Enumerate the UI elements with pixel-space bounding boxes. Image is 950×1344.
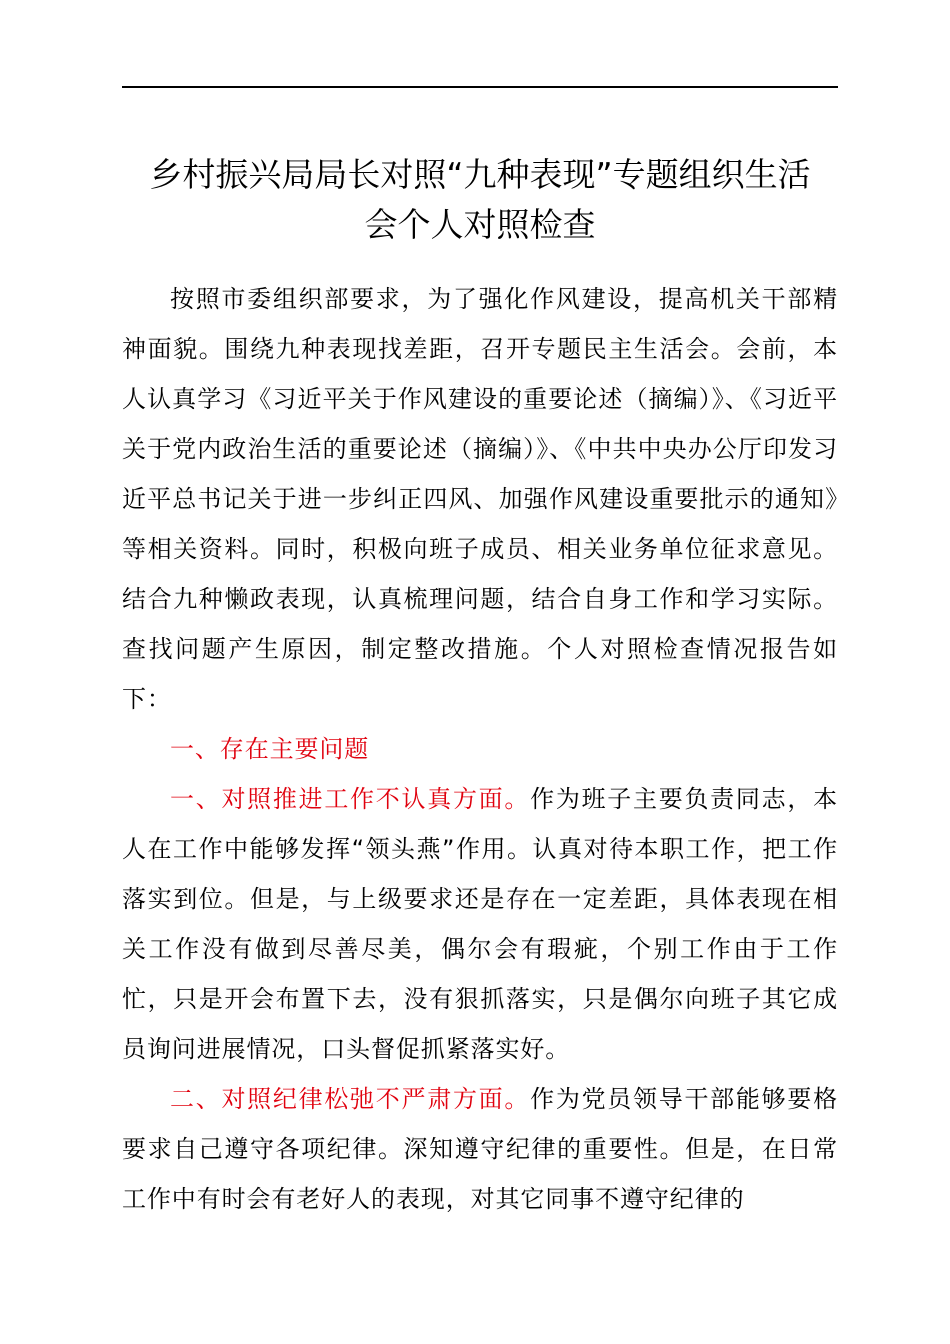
document-title (122, 150, 838, 250)
item-1-text: 作为班子主要负责同志，本人在工作中能够发挥“领头燕”作用。认真对待本职工作，把工作落实到位。但是，与上级要求还是存在一定差距，具体表现在相关工作没有做到尽善尽美，偶尔会有瑕疵，个别工作由于工作忙，只是开会布置下去，没有狠抓落实，只是偶尔向班子其它成员询问进展情况，口头督促抓紧落实好。 (122, 785, 838, 1063)
document-body (122, 274, 838, 1224)
intro-paragraph: 按照市委组织部要求，为了强化作风建设，提高机关干部精神面貌。围绕九种表现找差距，召开专题民主生活会。会前，本人认真学习《习近平关于作风建设的重要论述（摘编）》、《习近平关于党内政治生活的重要论述（摘编）》、《中共中央办公厅印发习近平总书记关于进一步纠正四风、加强作风建设重要批示的通知》等相关资料。同时，积极向班子成员、相关业务单位征求意见。结合九种懒政表现，认真梳理问题，结合自身工作和学习实际。查找问题产生原因，制定整改措施。个人对照检查情况报告如下： (122, 285, 838, 713)
item-1-heading: 一、对照推进工作不认真方面。 (170, 785, 531, 813)
item-2-paragraph (122, 1074, 838, 1224)
item-2-text: 作为党员领导干部能够要格要求自己遵守各项纪律。深知遵守纪律的重要性。但是，在日常工作中有时会有老好人的表现，对其它同事不遵守纪律的 (122, 1085, 838, 1213)
item-1-paragraph (122, 774, 838, 1074)
item-2-heading: 二、对照纪律松弛不严肃方面。 (170, 1085, 531, 1113)
title-line-1: 乡村振兴局局长对照“九种表现”专题组织生活 (149, 155, 811, 194)
section-heading: 一、存在主要问题 (170, 735, 370, 763)
title-line-2: 会个人对照检查 (364, 205, 596, 244)
header-rule (122, 86, 838, 88)
